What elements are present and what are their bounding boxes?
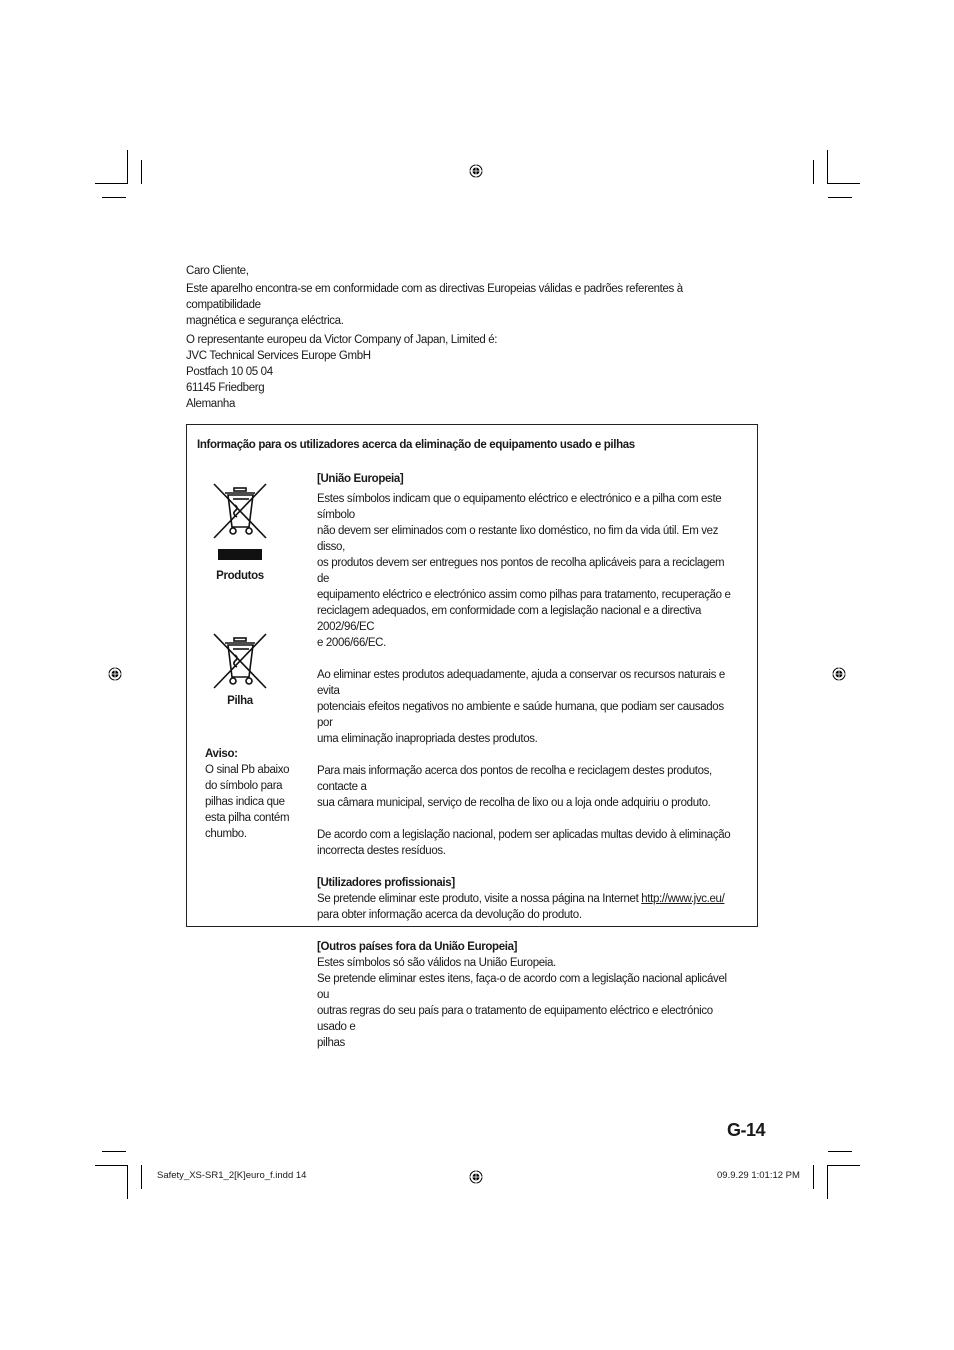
intro-section <box>186 263 746 412</box>
eu-paragraph-1 <box>317 491 732 651</box>
text-line: Para mais informação acerca dos pontos de recolha e reciclagem destes produtos, contacte a <box>317 765 712 793</box>
text-line: equipamento eléctrico e electrónico assim como pilhas para tratamento, recuperação e <box>317 589 731 601</box>
other-countries-heading: [Outros países fora da União Europeia] <box>317 941 518 953</box>
crossed-wheelie-bin-icon <box>213 633 267 691</box>
warning-line: esta pilha contém <box>205 812 290 824</box>
address-line: JVC Technical Services Europe GmbH <box>186 350 371 362</box>
intro-line: Este aparelho encontra-se em conformidade com as directivas Europeias válidas e padrões referentes à compatibilidade <box>186 283 683 311</box>
crop-mark <box>127 1165 128 1199</box>
crop-mark <box>828 183 860 184</box>
professional-heading: [Utilizadores profissionais] <box>317 877 455 889</box>
slug-filename: Safety_XS-SR1_2[K]euro_f.indd 14 <box>157 1170 307 1181</box>
text-line: potenciais efeitos negativos no ambiente e saúde humana, que podiam ser causados por <box>317 701 724 729</box>
crop-mark <box>813 160 814 184</box>
text-line: Se pretende eliminar estes itens, faça-o de acordo com a legislação nacional aplicável ou <box>317 973 727 1001</box>
crop-mark <box>127 150 128 184</box>
text-line: pilhas <box>317 1037 345 1049</box>
warning-line: chumbo. <box>205 828 247 840</box>
text-line: uma eliminação inapropriada destes produtos. <box>317 733 538 745</box>
crop-mark <box>828 1165 860 1166</box>
products-caption: Produtos <box>216 570 264 582</box>
crop-mark <box>827 150 828 184</box>
slug-timestamp: 09.9.29 1:01:12 PM <box>717 1170 800 1181</box>
text-span: Se pretende eliminar este produto, visite a nossa página na Internet <box>317 893 642 905</box>
intro-line: magnética e segurança eléctrica. <box>186 315 344 327</box>
battery-caption: Pilha <box>227 695 253 707</box>
crossed-wheelie-bin-icon <box>213 483 267 561</box>
warning-title: Aviso: <box>205 748 238 760</box>
text-line: Ao eliminar estes produtos adequadamente, ajuda a conservar os recursos naturais e evita <box>317 669 725 697</box>
registration-mark-icon <box>469 1170 483 1184</box>
crop-mark <box>95 183 127 184</box>
eu-paragraph-2 <box>317 667 732 747</box>
address-line: Alemanha <box>186 398 235 410</box>
text-line: e 2006/66/EC. <box>317 637 386 649</box>
intro-line: O representante europeu da Victor Company of Japan, Limited é: <box>186 334 498 346</box>
crop-mark <box>828 197 852 198</box>
warning-note <box>205 746 305 842</box>
crop-mark <box>813 1165 814 1189</box>
disposal-info-box <box>186 424 758 1049</box>
text-line: De acordo com a legislação nacional, podem ser aplicadas multas devido à eliminação <box>317 829 731 841</box>
crop-mark <box>102 197 126 198</box>
eu-paragraph-4 <box>317 827 732 859</box>
eu-heading: [União Europeia] <box>317 473 404 485</box>
text-line: Estes símbolos indicam que o equipamento eléctrico e electrónico e a pilha com este símbolo <box>317 493 722 521</box>
crop-mark <box>141 160 142 184</box>
warning-line: O sinal Pb abaixo <box>205 764 290 776</box>
text-line: não devem ser eliminados com o restante lixo doméstico, no fim da vida útil. Em vez disso, <box>317 525 719 553</box>
crop-mark <box>102 1151 126 1152</box>
registration-mark-icon <box>832 667 846 681</box>
crop-mark <box>828 1151 852 1152</box>
professional-line <box>317 891 732 907</box>
text-line: Estes símbolos só são válidos na União Europeia. <box>317 957 556 969</box>
jvc-website-link[interactable]: http://www.jvc.eu/ <box>641 893 725 905</box>
text-line: os produtos devem ser entregues nos pontos de recolha aplicáveis para a reciclagem de <box>317 557 725 585</box>
text-line: incorrecta destes resíduos. <box>317 845 446 857</box>
eu-paragraph-3 <box>317 763 732 811</box>
address-line: Postfach 10 05 04 <box>186 366 273 378</box>
professional-line: para obter informação acerca da devolução do produto. <box>317 909 582 921</box>
registration-mark-icon <box>108 667 122 681</box>
address-line: 61145 Friedberg <box>186 382 265 394</box>
box-title: Informação para os utilizadores acerca da eliminação de equipamento usado e pilhas <box>197 439 635 451</box>
crop-mark <box>95 1165 127 1166</box>
page-number: G-14 <box>727 1120 766 1140</box>
warning-line: do símbolo para <box>205 780 283 792</box>
text-line: sua câmara municipal, serviço de recolha de lixo ou a loja onde adquiriu o produto. <box>317 797 711 809</box>
disposal-text-column <box>317 471 732 1051</box>
crop-mark <box>827 1165 828 1199</box>
crop-mark <box>141 1165 142 1189</box>
greeting: Caro Cliente, <box>186 265 249 277</box>
warning-line: pilhas indica que <box>205 796 285 808</box>
text-line: reciclagem adequados, em conformidade com a legislação nacional e a directiva 2002/96/EC <box>317 605 702 633</box>
registration-mark-icon <box>469 164 483 178</box>
text-line: outras regras do seu país para o tratamento de equipamento eléctrico e electrónico usado e <box>317 1005 713 1033</box>
